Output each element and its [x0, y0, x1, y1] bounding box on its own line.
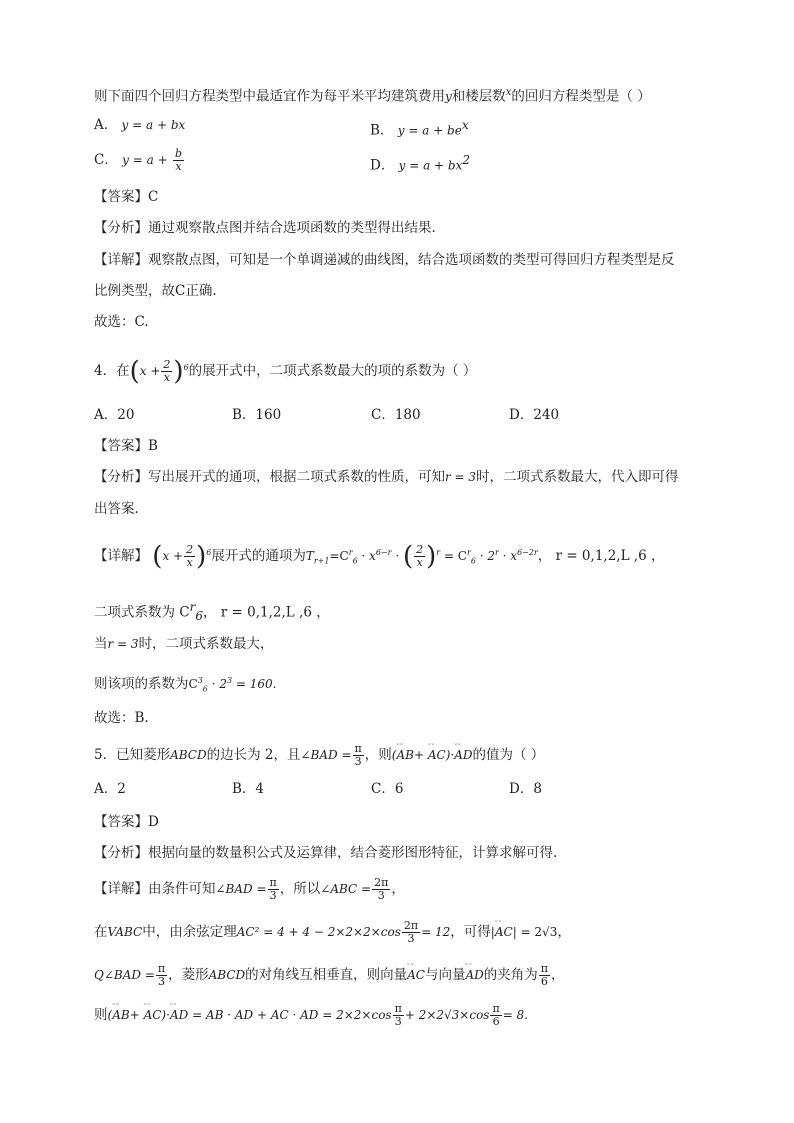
- q5-detail-line-3: Q∠BAD = $\frac{\pi}{3}$ ，菱形ABCD的对角线互相垂直，则向量ᵕᵕ AC与向量ᵕᵕ AD的夹角为 $\frac{\pi}{6}$ ，: [94, 963, 565, 988]
- q3-option-c: C． y = a + $\frac{b}{x}$: [94, 147, 182, 173]
- q3-option-d: D． $y = a + bx^2$: [370, 153, 471, 174]
- q3-option-b: B． $y = a + be^x$: [370, 118, 469, 139]
- q5-option-c: C．6: [371, 781, 404, 797]
- q4-analysis-line-1: 【分析】写出展开式的通项，根据二项式系数的性质，可知r = 3时，二项式系数最大，代入即可得: [94, 469, 679, 485]
- q4-then-line: 则该项的系数为$C^3_6 \cdot 2^3 = 160$.: [94, 676, 277, 694]
- q4-when-line: 当r = 3时，二项式系数最大，: [94, 636, 274, 652]
- fraction: $\frac{b}{x}$: [174, 147, 182, 173]
- q4-stem: 4．在(x + $\frac{2}{x}$ )$^6$的展开式中，二项式系数最大的项的系数为（ ）: [94, 356, 477, 387]
- q4-option-d: D．240: [509, 407, 560, 423]
- q3-detail-line-2: 比例类型，故C正确.: [94, 283, 217, 299]
- q5-detail-line-2: 在VABC中，由余弦定理AC² = 4 + 4 − 2×2×2×cos $\frac{2\pi}{3}$ = 12，可得|ᵕᵕ AC| = 2√3，: [94, 920, 571, 945]
- q5-option-a: A．2: [94, 781, 126, 797]
- q4-option-a: A．20: [94, 407, 135, 423]
- q4-binom-line: 二项式系数为 $C^r_6$， r = 0,1,2,L ,6 ，: [94, 600, 330, 624]
- q4-answer: 【答案】B: [94, 438, 158, 454]
- q3-choose: 故选：C.: [94, 314, 149, 330]
- q4-choose: 故选：B.: [94, 710, 149, 726]
- q3-stem: 则下面四个回归方程类型中最适宜作为每平米平均建筑费用y和楼层数$^x$的回归方程类型是（ ）: [94, 87, 651, 105]
- q5-analysis: 【分析】根据向量的数量积公式及运算律，结合菱形图形特征，计算求解可得.: [94, 845, 558, 861]
- q4-detail-line-1: 【详解】 (x + $\frac{2}{x}$ )$^6$展开式的通项为$T_{r+1}=C^r_6 \cdot x^{6-r}$ · ( $\frac{2}{x}$ )$^r = C^r_6 \cdot 2^r \cdot x^{6-2r}$， r = 0,1,2,L ,6 ，: [94, 541, 665, 572]
- q4-option-b: B．160: [232, 407, 282, 423]
- q5-answer: 【答案】D: [94, 814, 159, 830]
- q5-stem: 5．已知菱形ABCD的边长为 2，且∠BAD = $\frac{\pi}{3}$ ，则(ᵕᵕ AB+ ᵕᵕ AC)·ᵕᵕ AD的值为（ ）: [94, 743, 544, 768]
- q5-detail-line-1: 【详解】由条件可知∠BAD = $\frac{\pi}{3}$ ，所以∠ABC = $\frac{2\pi}{3}$ ，: [94, 876, 405, 902]
- q3-answer: 【答案】C: [94, 189, 159, 205]
- binomial-expression: (x + $\frac{2}{x}$ )$^6$: [129, 356, 189, 387]
- q5-detail-line-4: 则(ᵕᵕ AB+ ᵕᵕ AC)·ᵕᵕ AD = AB · AD + AC · AD = 2×2×cos $\frac{\pi}{3}$ + 2×2√3×cos $\frac{\pi}{6}$ = 8.: [94, 1003, 528, 1028]
- q3-detail-line-1: 【详解】观察散点图，可知是一个单调递减的曲线图，结合选项函数的类型可得回归方程类型是反: [94, 252, 675, 268]
- q4-option-c: C．180: [371, 407, 421, 423]
- q3-option-a: A． y = a + bx: [94, 117, 186, 133]
- q5-option-d: D．8: [509, 781, 542, 797]
- q5-option-b: B．4: [232, 781, 265, 797]
- q3-analysis: 【分析】通过观察散点图并结合选项函数的类型得出结果.: [94, 220, 436, 236]
- q4-analysis-line-2: 出答案.: [94, 501, 139, 517]
